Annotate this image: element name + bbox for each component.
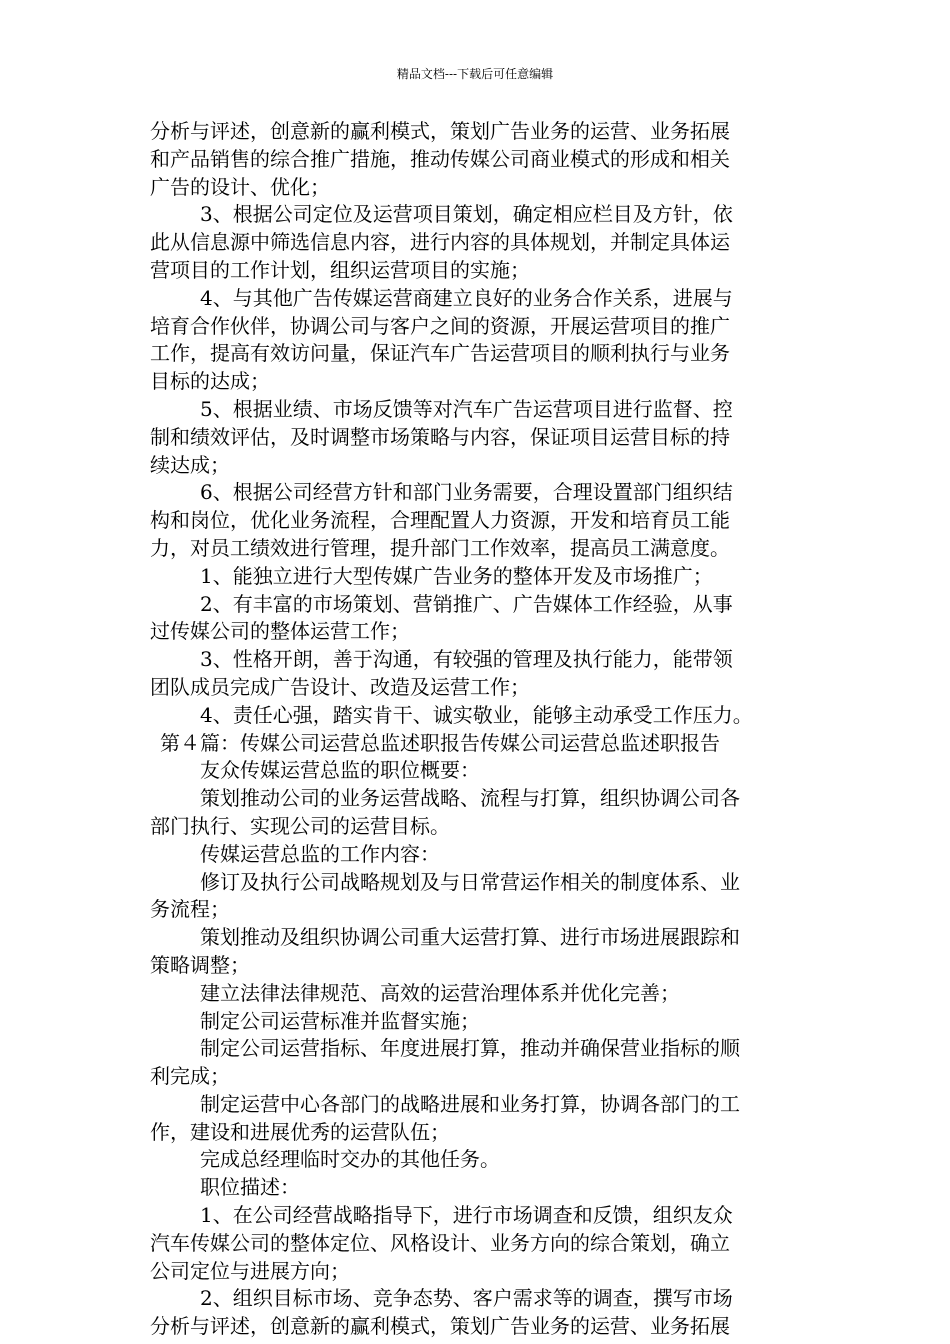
- text-line: 营项目的工作计划，组织运营项目的实施；: [150, 257, 530, 282]
- text-line: 工作，提高有效访问量，保证汽车广告运营项目的顺利执行与业务: [150, 341, 730, 366]
- text-line: 制定公司运营指标、年度进展打算，推动并确保营业指标的顺: [200, 1036, 740, 1061]
- text-line: 1、在公司经营战略指导下，进行市场调查和反馈，组织友众: [200, 1203, 733, 1228]
- text-line: 策划推动及组织协调公司重大运营打算、进行市场进展跟踪和: [200, 925, 740, 950]
- text-line: 作，建设和进展优秀的运营队伍；: [150, 1119, 450, 1144]
- text-line: 团队成员完成广告设计、改造及运营工作；: [150, 674, 530, 699]
- text-line: 2、有丰富的市场策划、营销推广、广告媒体工作经验，从事: [200, 591, 733, 616]
- text-line: 培育合作伙伴，协调公司与客户之间的资源，开展运营项目的推广: [150, 313, 730, 338]
- text-line: 续达成；: [150, 452, 230, 477]
- text-line: 3、性格开朗，善于沟通，有较强的管理及执行能力，能带领: [200, 647, 733, 672]
- body-text: [150, 118, 814, 1341]
- text-line: 部门执行、实现公司的运营目标。: [150, 813, 450, 838]
- text-line: 修订及执行公司战略规划及与日常营运作相关的制度体系、业: [200, 869, 740, 894]
- text-line: 汽车传媒公司的整体定位、风格设计、业务方向的综合策划，确立: [150, 1230, 730, 1255]
- text-line: 分析与评述，创意新的赢利模式，策划广告业务的运营、业务拓展: [150, 119, 730, 143]
- text-line: 和产品销售的综合推广措施，推动传媒公司商业模式的形成和相关: [150, 146, 730, 171]
- text-line: 力，对员工绩效进行管理，提升部门工作效率，提高员工满意度。: [150, 535, 730, 560]
- text-line: 职位描述：: [200, 1175, 300, 1200]
- text-line: 广告的设计、优化；: [150, 174, 330, 199]
- text-line: 友众传媒运营总监的职位概要：: [200, 758, 480, 783]
- text-line: 5、根据业绩、市场反馈等对汽车广告运营项目进行监督、控: [200, 396, 733, 421]
- text-line: 过传媒公司的整体运营工作；: [150, 619, 410, 644]
- text-line: 传媒运营总监的工作内容：: [200, 841, 440, 866]
- section-heading: 第４篇：传媒公司运营总监述职报告传媒公司运营总监述职报告: [160, 730, 720, 755]
- text-line: 3、根据公司定位及运营项目策划，确定相应栏目及方针，依: [200, 202, 733, 227]
- text-line: 公司定位与进展方向；: [150, 1258, 350, 1283]
- text-line: 利完成；: [150, 1064, 230, 1089]
- text-line: 构和岗位，优化业务流程，合理配置人力资源，开发和培育员工能: [150, 508, 730, 533]
- text-line: 建立法律法律规范、高效的运营治理体系并优化完善；: [200, 980, 680, 1005]
- text-line: 制定运营中心各部门的战略进展和业务打算，协调各部门的工: [200, 1091, 740, 1116]
- text-line: 制定公司运营标准并监督实施；: [200, 1008, 480, 1033]
- text-line: 完成总经理临时交办的其他任务。: [200, 1147, 500, 1172]
- text-line: 策略调整；: [150, 952, 250, 977]
- text-line: 4、与其他广告传媒运营商建立良好的业务合作关系，进展与: [200, 285, 733, 310]
- text-line: 务流程；: [150, 897, 230, 922]
- page-header: 精品文档---下载后可任意编辑: [396, 67, 554, 81]
- text-line: 4、责任心强，踏实肯干、诚实敬业，能够主动承受工作压力。: [200, 702, 753, 727]
- text-line: 此从信息源中筛选信息内容，进行内容的具体规划，并制定具体运: [150, 230, 730, 255]
- text-line: 制和绩效评估，及时调整市场策略与内容，保证项目运营目标的持: [150, 424, 730, 449]
- text-line: 目标的达成；: [150, 369, 270, 394]
- text-line: 2、组织目标市场、竞争态势、客户需求等的调查，撰写市场: [200, 1286, 733, 1311]
- text-line: 分析与评述，创意新的赢利模式，策划广告业务的运营、业务拓展: [150, 1314, 730, 1339]
- text-line: 1、能独立进行大型传媒广告业务的整体开发及市场推广；: [200, 563, 713, 588]
- text-line: 策划推动公司的业务运营战略、流程与打算，组织协调公司各: [200, 786, 740, 811]
- text-line: 6、根据公司经营方针和部门业务需要，合理设置部门组织结: [200, 480, 733, 505]
